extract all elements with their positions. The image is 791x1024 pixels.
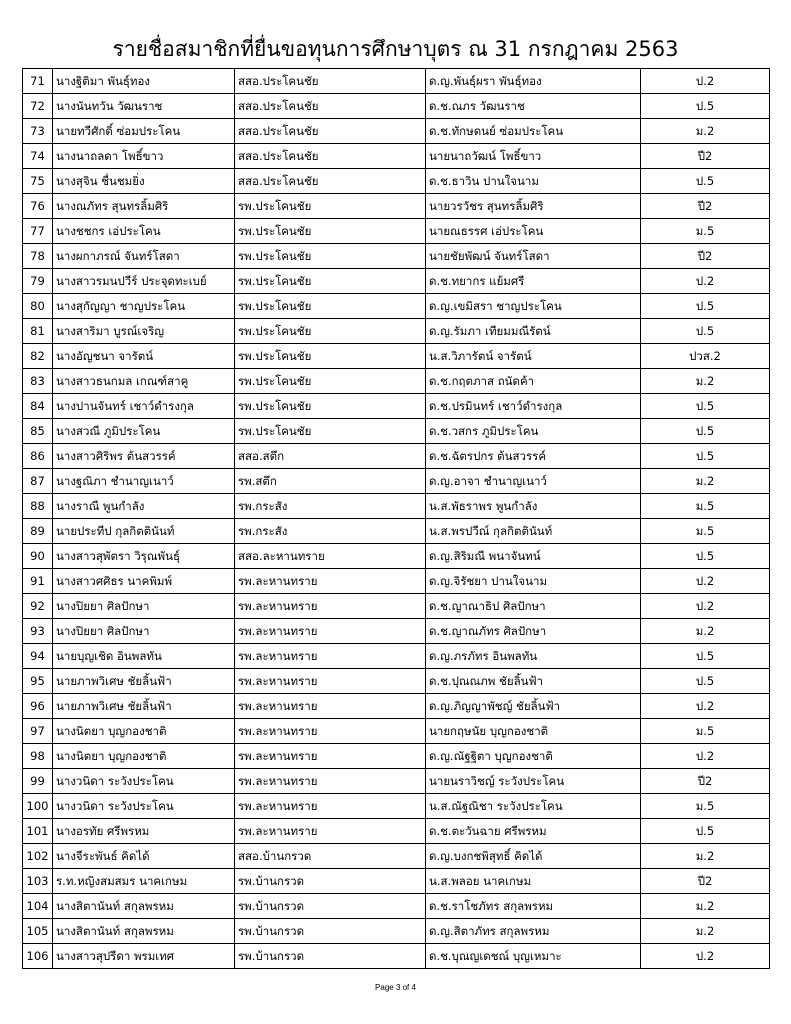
member-name: นางปานจันทร์ เชาว์ดำรงกุล (53, 394, 235, 419)
child-name: นายวรวัชร สุนทรลิ้มศิริ (426, 194, 641, 219)
child-name: ด.ญ.จิรัชยา ปานใจนาม (426, 569, 641, 594)
child-name: ด.ญ.ภิญญาพัชญ์ ชัยลิ้นฟ้า (426, 694, 641, 719)
work-unit: รพ.ประโคนชัย (235, 394, 426, 419)
table-row (23, 844, 770, 869)
page-footer: Page 3 of 4 (375, 983, 416, 992)
education-level: ปี2 (641, 244, 770, 269)
child-name: ด.ญ.ภรภัทร อินพลทัน (426, 644, 641, 669)
work-unit: รพ.ละหานทราย (235, 669, 426, 694)
work-unit: รพ.สตึก (235, 469, 426, 494)
member-name: ร.ท.หญิงสมสมร นาคเกษม (53, 869, 235, 894)
row-number: 104 (23, 894, 53, 919)
work-unit: สสอ.สตึก (235, 444, 426, 469)
row-number: 72 (23, 94, 53, 119)
row-number: 98 (23, 744, 53, 769)
education-level: ป.2 (641, 594, 770, 619)
member-name: นางฐณิภา ชำนาญเนาว์ (53, 469, 235, 494)
work-unit: รพ.บ้านกรวด (235, 869, 426, 894)
row-number: 88 (23, 494, 53, 519)
member-name: นางนาถลดา โพธิ์ขาว (53, 144, 235, 169)
row-number: 99 (23, 769, 53, 794)
child-name: ด.ช.ตะวันฉาย ศรีพรหม (426, 819, 641, 844)
education-level: ม.2 (641, 919, 770, 944)
row-number: 80 (23, 294, 53, 319)
child-name: ด.ญ.รัมภา เทียมมณีรัตน์ (426, 319, 641, 344)
education-level: ป.5 (641, 294, 770, 319)
row-number: 87 (23, 469, 53, 494)
education-level: ป.2 (641, 69, 770, 94)
education-level: ปี2 (641, 769, 770, 794)
education-level: ป.5 (641, 444, 770, 469)
row-number: 100 (23, 794, 53, 819)
table-row (23, 144, 770, 169)
child-name: ด.ญ.ณัฐฐิตา บุญกองชาติ (426, 744, 641, 769)
child-name: น.ส.พรปวีณ์ กุลกิตตินันท์ (426, 519, 641, 544)
row-number: 92 (23, 594, 53, 619)
row-number: 90 (23, 544, 53, 569)
member-name: นางสาริมา บูรณ์เจริญ (53, 319, 235, 344)
member-name: นางสุกัญญา ชาญประโคน (53, 294, 235, 319)
table-row (23, 519, 770, 544)
table-row (23, 444, 770, 469)
education-level: ม.5 (641, 794, 770, 819)
education-level: ม.2 (641, 369, 770, 394)
member-name: นางสุจิน ชื่นชมยิ่ง (53, 169, 235, 194)
row-number: 106 (23, 944, 53, 969)
education-level: ม.2 (641, 469, 770, 494)
education-level: ป.5 (641, 319, 770, 344)
row-number: 103 (23, 869, 53, 894)
table-row (23, 344, 770, 369)
table-row (23, 394, 770, 419)
child-name: นายกฤษนัย บุญกองชาติ (426, 719, 641, 744)
table-row (23, 419, 770, 444)
member-name: นางอรทัย ศรีพรหม (53, 819, 235, 844)
member-name: นางสาวศิริพร ต้นสวรรค์ (53, 444, 235, 469)
member-name: นางนันทวัน วัฒนราช (53, 94, 235, 119)
work-unit: รพ.ละหานทราย (235, 619, 426, 644)
member-name: นางปิยยา ศิลปักษา (53, 619, 235, 644)
work-unit: รพ.ละหานทราย (235, 769, 426, 794)
education-level: ปวส.2 (641, 344, 770, 369)
child-name: ด.ช.ทักษดนย์ ซ่อมประโคน (426, 119, 641, 144)
work-unit: รพ.กระสัง (235, 519, 426, 544)
child-name: ด.ช.ปรมินทร์ เชาว์ดำรงกุล (426, 394, 641, 419)
table-row (23, 269, 770, 294)
table-row (23, 94, 770, 119)
child-name: น.ส.พัธราพร พูนกำลัง (426, 494, 641, 519)
table-row (23, 319, 770, 344)
work-unit: รพ.ประโคนชัย (235, 244, 426, 269)
row-number: 97 (23, 719, 53, 744)
education-level: ป.5 (641, 819, 770, 844)
member-name: นางสิตานันท์ สกุลพรหม (53, 894, 235, 919)
work-unit: รพ.ประโคนชัย (235, 419, 426, 444)
table-row (23, 869, 770, 894)
table-row (23, 744, 770, 769)
table-row (23, 594, 770, 619)
member-name: นางสาวรมนปวีร์ ประจุดทะเบย์ (53, 269, 235, 294)
member-name: นางอัญชนา จารัตน์ (53, 344, 235, 369)
member-name: นางนิตยา บุญกองชาติ (53, 719, 235, 744)
education-level: ป.2 (641, 694, 770, 719)
document-title: รายชื่อสมาชิกที่ยื่นขอทุนการศึกษาบุตร ณ 31 กรกฎาคม 2563 (112, 37, 679, 61)
member-table-body (23, 69, 770, 969)
row-number: 94 (23, 644, 53, 669)
table-row (23, 369, 770, 394)
education-level: ปี2 (641, 194, 770, 219)
education-level: ป.5 (641, 644, 770, 669)
work-unit: สสอ.ประโคนชัย (235, 94, 426, 119)
education-level: ป.2 (641, 744, 770, 769)
work-unit: รพ.ละหานทราย (235, 794, 426, 819)
member-name: นางฐิติมา พันธุ์ทอง (53, 69, 235, 94)
education-level: ปี2 (641, 869, 770, 894)
table-row (23, 794, 770, 819)
row-number: 81 (23, 319, 53, 344)
child-name: ด.ญ.สิริมณี พนาจันทน์ (426, 544, 641, 569)
row-number: 89 (23, 519, 53, 544)
work-unit: รพ.ประโคนชัย (235, 319, 426, 344)
member-name: นางชชกร เอ่ประโคน (53, 219, 235, 244)
work-unit: รพ.ประโคนชัย (235, 269, 426, 294)
work-unit: สสอ.ประโคนชัย (235, 69, 426, 94)
member-name: นางสวณี ภูมิประโคน (53, 419, 235, 444)
child-name: น.ส.พลอย นาคเกษม (426, 869, 641, 894)
education-level: ป.5 (641, 419, 770, 444)
education-level: ป.5 (641, 169, 770, 194)
member-name: นายภาพวิเศษ ชัยลิ้นฟ้า (53, 669, 235, 694)
child-name: ด.ช.ปุณณภพ ชัยลิ้นฟ้า (426, 669, 641, 694)
member-name: นางสาวสุพัตรา วิรุณพันธุ์ (53, 544, 235, 569)
education-level: ม.2 (641, 844, 770, 869)
table-row (23, 944, 770, 969)
work-unit: รพ.ละหานทราย (235, 694, 426, 719)
row-number: 93 (23, 619, 53, 644)
member-name: นางสิตานันท์ สกุลพรหม (53, 919, 235, 944)
education-level: ม.2 (641, 119, 770, 144)
member-name: นางผกาภรณ์ จันทร์โสดา (53, 244, 235, 269)
member-name: นางจีระพันธ์ คิดได้ (53, 844, 235, 869)
work-unit: รพ.ประโคนชัย (235, 344, 426, 369)
table-row (23, 669, 770, 694)
table-row (23, 769, 770, 794)
member-name: นางวนิดา ระวังประโคน (53, 769, 235, 794)
work-unit: รพ.ประโคนชัย (235, 294, 426, 319)
child-name: นายณธรรศ เอ่ประโคน (426, 219, 641, 244)
row-number: 91 (23, 569, 53, 594)
child-name: ด.ญ.บงกชพิสุทธิ์ คิดได้ (426, 844, 641, 869)
row-number: 79 (23, 269, 53, 294)
education-level: ป.5 (641, 394, 770, 419)
table-row (23, 819, 770, 844)
child-name: ด.ช.กฤตภาส ถนัดค้า (426, 369, 641, 394)
table-row (23, 119, 770, 144)
child-name: นายนราวิชญ์ ระวังประโคน (426, 769, 641, 794)
member-table (22, 68, 770, 969)
table-row (23, 894, 770, 919)
member-name: นายประทีป กุลกิตตินันท์ (53, 519, 235, 544)
row-number: 77 (23, 219, 53, 244)
child-name: ด.ญ.อาจา ชำนาญเนาว์ (426, 469, 641, 494)
education-level: ป.2 (641, 944, 770, 969)
row-number: 102 (23, 844, 53, 869)
table-row (23, 244, 770, 269)
child-name: ด.ช.ญาณภัทร ศิลปักษา (426, 619, 641, 644)
work-unit: รพ.กระสัง (235, 494, 426, 519)
member-name: นางสาวสุปรีดา พรมเทศ (53, 944, 235, 969)
education-level: ป.5 (641, 669, 770, 694)
work-unit: สสอ.ละหานทราย (235, 544, 426, 569)
row-number: 82 (23, 344, 53, 369)
child-name: ด.ช.ทยากร แย้มศรี (426, 269, 641, 294)
member-name: นางปิยยา ศิลปักษา (53, 594, 235, 619)
education-level: ม.5 (641, 519, 770, 544)
member-name: นายทวีศักดิ์ ซ่อมประโคน (53, 119, 235, 144)
child-name: ด.ญ.เขมิสรา ชาญประโคน (426, 294, 641, 319)
table-row (23, 694, 770, 719)
child-name: นายชัยพัฒน์ จันทร์โสดา (426, 244, 641, 269)
education-level: ป.2 (641, 569, 770, 594)
table-row (23, 169, 770, 194)
child-name: ด.ช.ฉัตรปกร ต้นสวรรค์ (426, 444, 641, 469)
work-unit: รพ.ประโคนชัย (235, 369, 426, 394)
table-row (23, 719, 770, 744)
table-row (23, 569, 770, 594)
child-name: ด.ช.วสกร ภูมิประโคน (426, 419, 641, 444)
table-row (23, 69, 770, 94)
education-level: ม.5 (641, 219, 770, 244)
member-name: นางสาวศศิธร นาคพิมพ์ (53, 569, 235, 594)
child-name: น.ส.วิภารัตน์ จารัตน์ (426, 344, 641, 369)
work-unit: รพ.บ้านกรวด (235, 944, 426, 969)
row-number: 74 (23, 144, 53, 169)
row-number: 71 (23, 69, 53, 94)
child-name: ด.ช.ธาวิน ปานใจนาม (426, 169, 641, 194)
work-unit: รพ.ละหานทราย (235, 744, 426, 769)
row-number: 78 (23, 244, 53, 269)
child-name: นายนาถวัฒน์ โพธิ์ขาว (426, 144, 641, 169)
education-level: ม.5 (641, 494, 770, 519)
row-number: 73 (23, 119, 53, 144)
work-unit: รพ.ละหานทราย (235, 594, 426, 619)
work-unit: สสอ.ประโคนชัย (235, 144, 426, 169)
work-unit: รพ.บ้านกรวด (235, 919, 426, 944)
child-name: น.ส.ณัฐณิชา ระวังประโคน (426, 794, 641, 819)
row-number: 75 (23, 169, 53, 194)
row-number: 105 (23, 919, 53, 944)
row-number: 85 (23, 419, 53, 444)
education-level: ปี2 (641, 144, 770, 169)
table-row (23, 644, 770, 669)
work-unit: สสอ.ประโคนชัย (235, 119, 426, 144)
work-unit: รพ.ประโคนชัย (235, 194, 426, 219)
child-name: ด.ช.ญาณาธิป ศิลปักษา (426, 594, 641, 619)
table-row (23, 619, 770, 644)
member-name: นายภาพวิเศษ ชัยลิ้นฟ้า (53, 694, 235, 719)
work-unit: สสอ.บ้านกรวด (235, 844, 426, 869)
table-row (23, 294, 770, 319)
table-row (23, 919, 770, 944)
child-name: ด.ญ.สิตาภัทร สกุลพรหม (426, 919, 641, 944)
table-row (23, 219, 770, 244)
education-level: ม.5 (641, 719, 770, 744)
education-level: ป.5 (641, 544, 770, 569)
work-unit: รพ.ละหานทราย (235, 819, 426, 844)
education-level: ม.2 (641, 619, 770, 644)
work-unit: รพ.ประโคนชัย (235, 219, 426, 244)
member-name: นางราณี พูนกำลัง (53, 494, 235, 519)
work-unit: รพ.ละหานทราย (235, 719, 426, 744)
member-name: นางวนิดา ระวังประโคน (53, 794, 235, 819)
row-number: 101 (23, 819, 53, 844)
education-level: ป.5 (641, 94, 770, 119)
child-name: ด.ช.ณภร วัฒนราช (426, 94, 641, 119)
education-level: ป.2 (641, 269, 770, 294)
table-row (23, 469, 770, 494)
work-unit: รพ.บ้านกรวด (235, 894, 426, 919)
work-unit: รพ.ละหานทราย (235, 569, 426, 594)
member-name: นางสาวธนกมล เกณฑ์สาคู (53, 369, 235, 394)
row-number: 76 (23, 194, 53, 219)
education-level: ม.2 (641, 894, 770, 919)
row-number: 95 (23, 669, 53, 694)
table-row (23, 494, 770, 519)
row-number: 84 (23, 394, 53, 419)
work-unit: รพ.ละหานทราย (235, 644, 426, 669)
child-name: ด.ช.บุณญเดชณ์ บุญเหมาะ (426, 944, 641, 969)
member-name: นายบุญเชิด อินพลทัน (53, 644, 235, 669)
member-name: นางนิตยา บุญกองชาติ (53, 744, 235, 769)
table-row (23, 544, 770, 569)
child-name: ด.ช.ราโชภัทร สกุลพรหม (426, 894, 641, 919)
work-unit: สสอ.ประโคนชัย (235, 169, 426, 194)
row-number: 96 (23, 694, 53, 719)
member-name: นางณภัทร สุนทรลิ้มศิริ (53, 194, 235, 219)
row-number: 83 (23, 369, 53, 394)
table-row (23, 194, 770, 219)
row-number: 86 (23, 444, 53, 469)
child-name: ด.ญ.พันธุ์ผรา พันธุ์ทอง (426, 69, 641, 94)
